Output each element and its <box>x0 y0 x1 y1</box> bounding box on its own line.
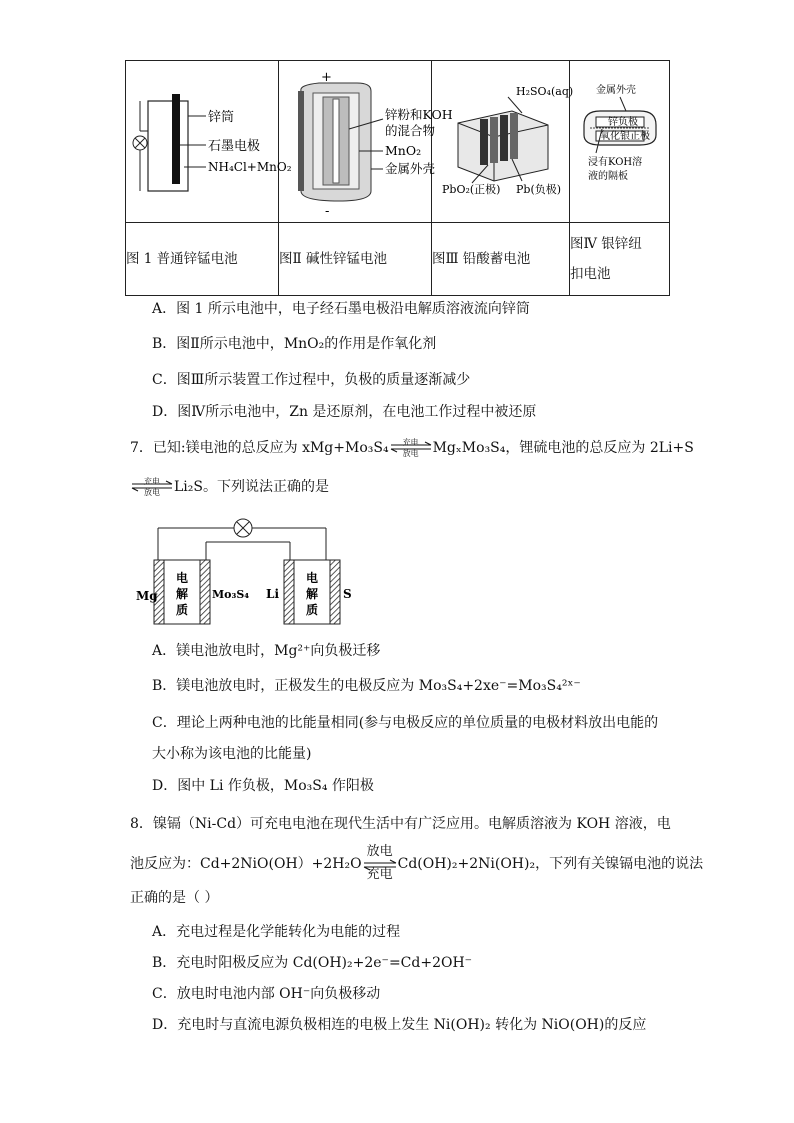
q7-label-li: Li <box>266 587 279 601</box>
q7-text-c: Li₂S。下列说法正确的是 <box>174 479 329 495</box>
q7-stem-line1 <box>130 439 694 457</box>
fig2-label-shell: 金属外壳 <box>385 161 436 176</box>
q6-option-d: D．图Ⅳ所示电池中，Zn 是还原剂，在电池工作过程中被还原 <box>152 404 537 420</box>
q8-arrow-bottom: 充电 <box>366 867 393 882</box>
q7-text-a: 7．已知:镁电池的总反应为 xMg+Mo₃S₄ <box>130 440 389 456</box>
q7-arrow2-bottom: 放电 <box>144 488 160 497</box>
fig2-minus: - <box>325 204 330 219</box>
q7-label-mg: Mg <box>136 589 158 603</box>
q7-text-b: MgₓMo₃S₄，锂硫电池的总反应为 2Li+S <box>432 440 694 456</box>
q7-electrolyte-right-1: 电 <box>306 571 319 585</box>
q7-arrow2-top: 充电 <box>144 477 160 486</box>
fig3-cell <box>432 61 574 223</box>
q8-option-c: C．放电时电池内部 OH⁻向负极移动 <box>152 986 381 1002</box>
q7-electrolyte-right-2: 解 <box>306 587 319 601</box>
fig1-label-nh4cl: NH₄Cl+MnO₂ <box>208 160 292 174</box>
q7-electrolyte-left-3: 质 <box>176 603 189 617</box>
fig3-label-acid: H₂SO₄(aq) <box>516 85 574 98</box>
fig2-label-zinc-koh: 锌粉和KOH <box>385 107 453 122</box>
q7-option-c-line2: 大小称为该电池的比能量) <box>152 746 312 762</box>
fig3-caption: 图Ⅲ 铅酸蓄电池 <box>432 223 570 296</box>
q7-battery-circuit-diagram <box>134 512 352 630</box>
zinc-manganese-battery-diagram <box>126 61 292 218</box>
q8-option-b: B．充电时阳极反应为 Cd(OH)₂+2e⁻=Cd+2OH⁻ <box>152 955 473 971</box>
fig1-cell <box>126 61 292 223</box>
q7-electrolyte-left-1: 电 <box>176 571 189 585</box>
fig4-label-zinc: 锌负极 <box>608 117 638 128</box>
q8-stem-line1: 8．镍镉（Ni-Cd）可充电电池在现代生活中有广泛应用。电解质溶液为 KOH 溶液，电 <box>130 816 671 832</box>
q6-option-b-pre: B．图Ⅱ所示电池中， <box>152 336 284 352</box>
q7-arrow1-top: 充电 <box>402 438 419 447</box>
q6-option-b-chem: MnO₂ <box>283 336 325 352</box>
q8-reversible-arrow <box>362 844 398 882</box>
q8-option-a: A．充电过程是化学能转化为电能的过程 <box>152 924 401 940</box>
q6-option-b-post: 的作用是作氧化剂 <box>324 336 437 352</box>
q7-electrolyte-right-3: 质 <box>306 603 319 617</box>
fig2-caption: 图Ⅱ 碱性锌锰电池 <box>279 223 432 296</box>
fig1-caption: 图 1 普通锌锰电池 <box>126 223 279 296</box>
fig4-caption <box>570 223 670 296</box>
fig1-label-zinc: 锌筒 <box>208 110 235 125</box>
alkaline-battery-diagram <box>279 61 453 219</box>
fig2-label-mno2: MnO₂ <box>385 143 422 158</box>
q7-option-c-line1: C．理论上两种电池的比能量相同(参与电极反应的单位质量的电极材料放出电能的 <box>152 715 659 731</box>
q7-option-a: A．镁电池放电时，Mg²⁺向负极迁移 <box>152 643 381 659</box>
fig4-caption-line2: 扣电池 <box>570 266 611 282</box>
q7-label-s: S <box>343 587 352 601</box>
q7-electrolyte-left-2: 解 <box>176 587 189 601</box>
q8-arrow-top: 放电 <box>366 844 393 859</box>
q6-option-b <box>152 335 436 353</box>
fig4-cell <box>570 61 670 223</box>
q7-reversible-arrow-1 <box>389 440 433 456</box>
q7-label-mo3s4: Mo₃S₄ <box>212 588 250 601</box>
q7-option-d: D．图中 Li 作负极，Mo₃S₄ 作阳极 <box>152 778 374 794</box>
q8-text-b: Cd(OH)₂+2Ni(OH)₂，下列有关镍镉电池的说法 <box>397 856 704 872</box>
fig2-cell <box>279 61 453 223</box>
fig4-label-shell: 金属外壳 <box>596 85 636 96</box>
silver-zinc-button-battery-diagram <box>570 61 669 218</box>
lead-acid-battery-diagram <box>432 61 574 218</box>
fig3-label-pbo2: PbO₂(正极) <box>442 183 501 196</box>
battery-figure-table <box>125 60 670 296</box>
q8-stem-line3: 正确的是（ ） <box>130 890 219 906</box>
q7-option-b: B．镁电池放电时，正极发生的电极反应为 Mo₃S₄+2xe⁻=Mo₃S₄²ˣ⁻ <box>152 678 581 694</box>
fig3-label-pb: Pb(负极) <box>516 183 562 196</box>
fig1-label-graphite: 石墨电极 <box>208 139 261 154</box>
q6-option-c: C．图Ⅲ所示装置工作过程中，负极的质量逐渐减少 <box>152 372 471 388</box>
fig4-label-separator-1: 浸有KOH溶 <box>588 157 643 168</box>
fig4-label-silver-oxide: 氧化银正极 <box>600 131 650 142</box>
fig2-label-mixture: 的混合物 <box>385 123 436 138</box>
q7-arrow1-bottom: 放电 <box>402 449 419 458</box>
q7-reversible-arrow-2 <box>130 479 174 495</box>
q8-text-a: 池反应为：Cd+2NiO(OH）+2H₂O <box>130 856 362 872</box>
fig2-plus: + <box>321 70 332 85</box>
fig4-label-separator-2: 液的隔板 <box>588 171 628 182</box>
q8-stem-line2 <box>130 844 704 882</box>
fig4-caption-line1: 图Ⅳ 银锌纽 <box>570 236 642 252</box>
q6-option-a: A．图 1 所示电池中，电子经石墨电极沿电解质溶液流向锌筒 <box>152 301 530 317</box>
q7-stem-line2 <box>130 478 329 496</box>
q8-option-d: D．充电时与直流电源负极相连的电极上发生 Ni(OH)₂ 转化为 NiO(OH)的反应 <box>152 1017 647 1033</box>
